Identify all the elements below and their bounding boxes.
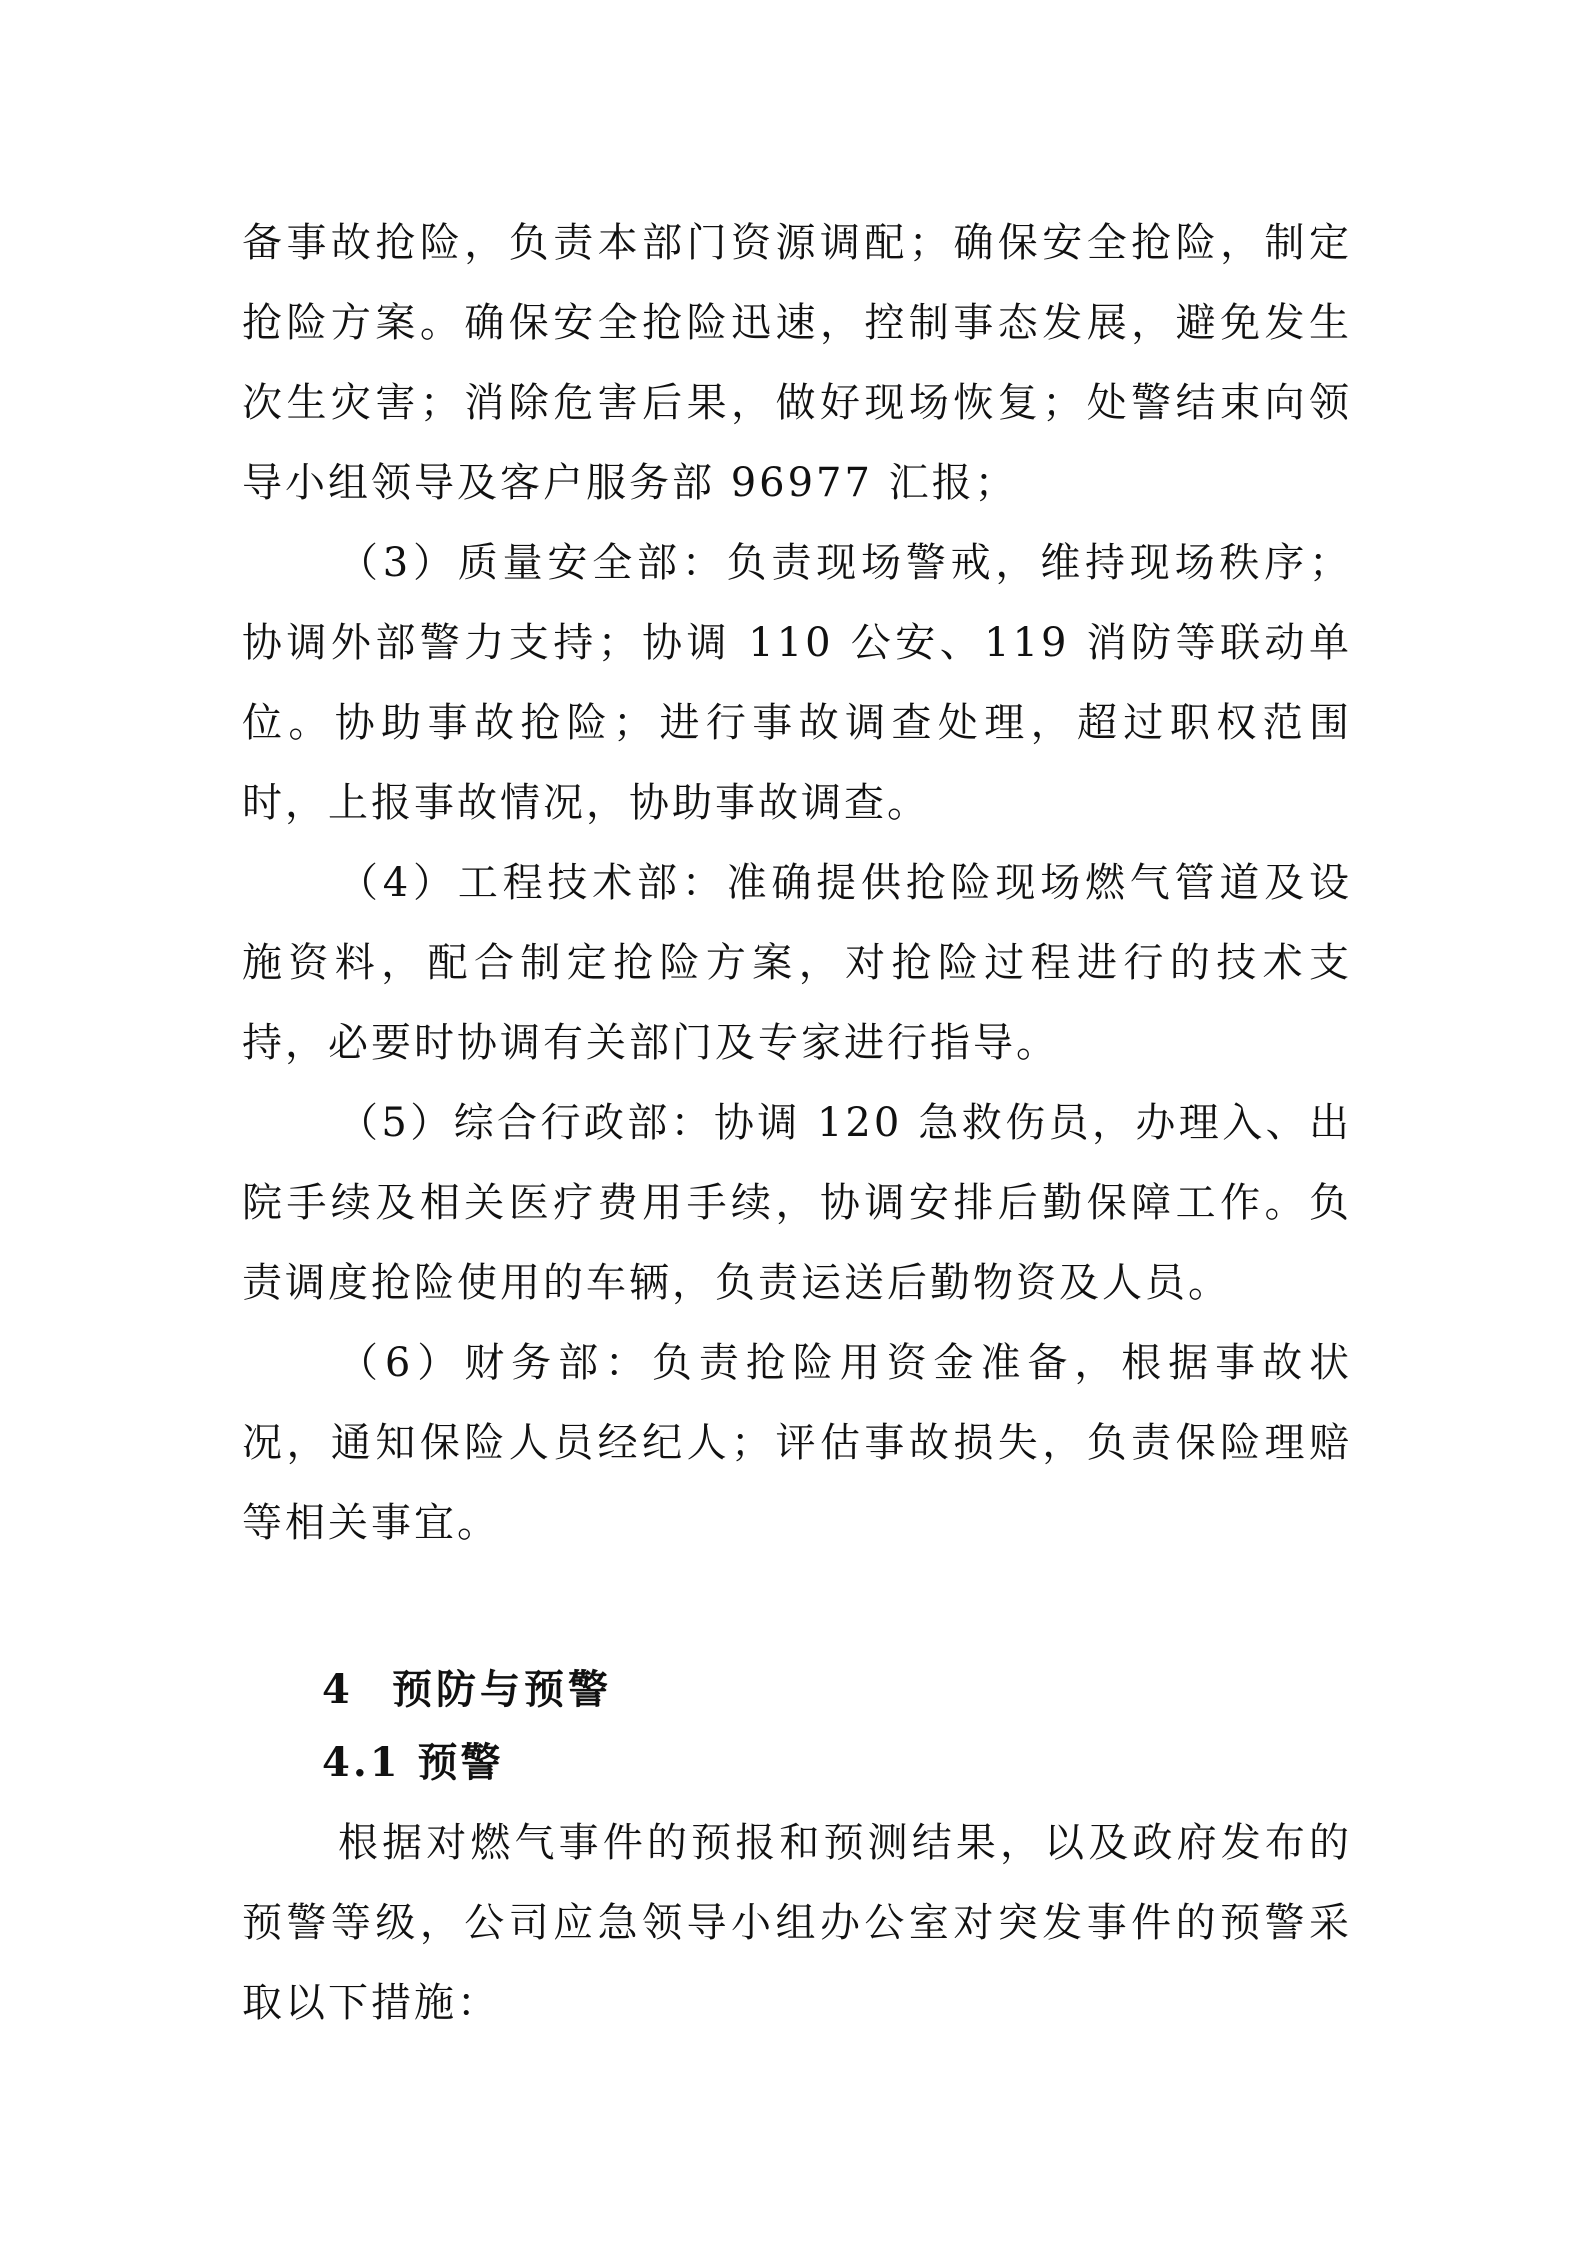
paragraph-emergency-repair: 备事故抢险，负责本部门资源调配；确保安全抢险，制定抢险方案。确保安全抢险迅速，控制事态发展，避免发生次生灾害；消除危害后果，做好现场恢复；处警结束向领导小组领导及客户服务部 96977 汇报； — [242, 220, 1352, 506]
section-heading — [322, 1650, 1352, 1730]
section-title: 预防与预警 — [392, 1666, 612, 1713]
paragraph-finance-dept: （6）财务部：负责抢险用资金准备，根据事故状况，通知保险人员经纪人；评估事故损失，负责保险理赔等相关事宜。 — [242, 1340, 1352, 1546]
paragraph-quality-safety-dept: （3）质量安全部：负责现场警戒，维持现场秩序；协调外部警力支持；协调 110 公安、119 消防等联动单位。协助事故抢险；进行事故调查处理，超过职权范围时，上报事故情况，协助事故调查。 — [242, 540, 1352, 826]
paragraph-engineering-dept: （4）工程技术部：准确提供抢险现场燃气管道及设施资料，配合制定抢险方案，对抢险过程进行的技术支持，必要时协调有关部门及专家进行指导。 — [242, 860, 1352, 1066]
paragraph-warning-measures: 根据对燃气事件的预报和预测结果，以及政府发布的预警等级，公司应急领导小组办公室对突发事件的预警采取以下措施： — [242, 1820, 1352, 2026]
paragraph-admin-dept: （5）综合行政部：协调 120 急救伤员，办理入、出院手续及相关医疗费用手续，协调安排后勤保障工作。负责调度抢险使用的车辆，负责运送后勤物资及人员。 — [242, 1100, 1352, 1306]
subsection-heading: 4.1 预警 — [322, 1739, 504, 1786]
section-number: 4 — [322, 1666, 354, 1713]
